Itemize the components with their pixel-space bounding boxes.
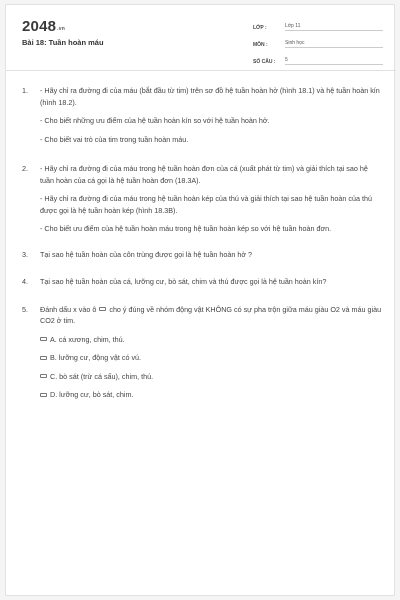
choice-label: D. lưỡng cư, bò sát, chim. (50, 390, 134, 399)
checkbox-icon[interactable] (40, 374, 47, 378)
choice-b[interactable] (40, 352, 382, 364)
question-number: 2. (22, 164, 28, 173)
question-text: - Cho biết vai trò của tim trong tuần hoàn máu. (40, 134, 189, 144)
choice-c[interactable] (40, 371, 382, 383)
question-5 (22, 304, 382, 401)
question-list (22, 85, 382, 408)
info-fields (253, 19, 383, 70)
question-text: Tại sao hệ tuần hoàn của côn trùng được gọi là hệ tuần hoàn hở ? (40, 249, 253, 259)
question-prompt-after: cho ý đúng về nhóm động vật KHÔNG có sự pha trộn giữa máu giàu O2 và máu giàu CO2 ở tim. (40, 304, 382, 325)
checkbox-icon[interactable] (40, 337, 47, 341)
worksheet-page (5, 4, 395, 596)
question-number: 1. (22, 86, 28, 95)
question-number: 3. (22, 249, 28, 259)
field-class-label: LỚP : (253, 25, 267, 31)
question-text: - Hãy chỉ ra đường đi của máu (bắt đầu từ tim) trên sơ đồ hệ tuần hoàn hở (hình 18.1) và hệ tuần hoàn kín (hình 18.2). (40, 86, 380, 107)
choice-d[interactable] (40, 389, 382, 401)
question-3 (22, 249, 382, 261)
choice-label: A. cá xương, chim, thú. (50, 334, 125, 344)
question-text: - Hãy chỉ ra đường đi của máu trong hệ tuần hoàn kép của thú và giải thích tại sao hệ tuần hoàn của thú được gọi là hệ tuần hoàn kép (hình 18.3B). (40, 194, 372, 215)
page-title: Bài 18: Tuần hoàn máu (22, 38, 104, 47)
question-text: - Hãy chỉ ra đường đi của máu trong hệ tuần hoàn đơn của cá (xuất phát từ tim) và giải thích tại sao hệ tuần hoàn của cá gọi là hệ tuần hoàn đơn (18.3A). (40, 164, 368, 185)
logo-suffix: .vn (57, 26, 65, 32)
question-1 (22, 85, 382, 145)
question-number: 4. (22, 277, 28, 286)
logo-text: 2048 (22, 18, 57, 35)
checkbox-icon[interactable] (40, 393, 47, 397)
checkbox-icon[interactable] (40, 356, 47, 360)
field-subject-value: Sinh học (285, 40, 383, 48)
field-question-count-label: SỐ CÂU : (253, 59, 276, 65)
field-question-count-value: 5 (285, 57, 383, 65)
question-2 (22, 163, 382, 235)
field-question-count (253, 53, 383, 65)
field-subject-label: MÔN : (253, 42, 268, 48)
field-class (253, 19, 383, 31)
worksheet-header (6, 5, 396, 71)
choice-label: C. bò sát (trừ cá sấu), chim, thú. (50, 371, 154, 381)
site-logo[interactable] (22, 18, 65, 35)
question-prompt (40, 304, 382, 327)
question-4 (22, 276, 382, 288)
choice-label: B. lưỡng cư, động vật có vú. (50, 353, 142, 362)
question-text: Tại sao hệ tuần hoàn của cá, lưỡng cư, bò sát, chim và thú được gọi là hệ tuần hoàn kín? (40, 277, 327, 286)
checkbox-icon (99, 307, 106, 311)
question-prompt-before: Đánh dấu x vào ô (40, 304, 97, 314)
field-subject (253, 36, 383, 48)
question-text: - Cho biết ưu điểm của hệ tuần hoàn máu trong hệ tuần hoàn kép so với hệ tuần hoàn đơn. (40, 224, 332, 233)
choice-a[interactable] (40, 334, 382, 346)
question-number: 5. (22, 304, 28, 314)
field-class-value: Lớp 11 (285, 23, 383, 31)
question-text: - Cho biết những ưu điểm của hệ tuần hoàn kín so với hệ tuần hoàn hở. (40, 116, 270, 125)
